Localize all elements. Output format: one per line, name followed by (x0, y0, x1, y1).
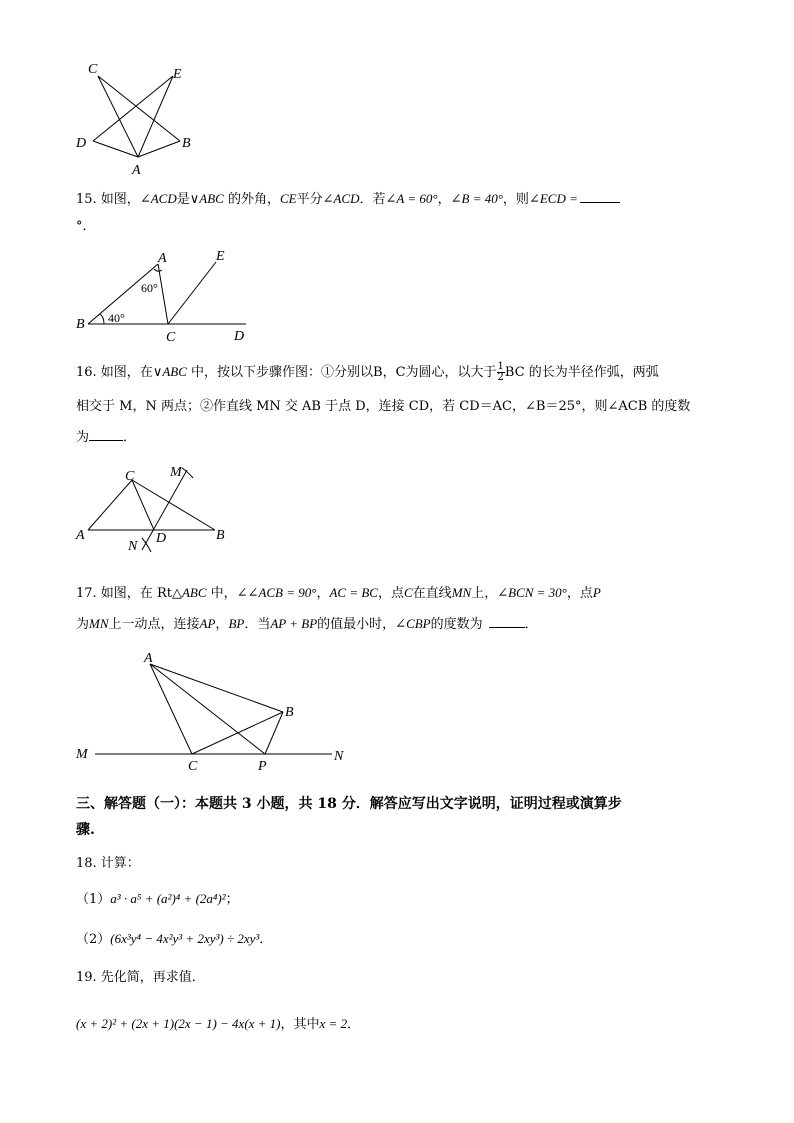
q15-math: ∠B = 40° (450, 191, 503, 206)
q17-math: ∠CBP (395, 616, 431, 631)
figure-q15 (70, 242, 260, 344)
section-heading-line1: 三、解答题（一）：本题共 3 小题，共 18 分．解答应写出文字说明，证明过程或演算步 (76, 796, 622, 812)
q19-text: ． (347, 1017, 361, 1032)
q15-text: 15. 如图， (76, 192, 140, 207)
q17-math: BP (228, 616, 245, 631)
q17-math: ABC (181, 585, 207, 600)
q17-text: 的值最小时， (317, 617, 396, 632)
q17-text: 上， (471, 586, 498, 601)
label-c: C (88, 62, 98, 77)
q18-part2-end: ． (259, 932, 273, 947)
q16-text: ． (123, 430, 137, 445)
q19-math: x = 2 (319, 1016, 348, 1031)
q18-part1-label: （1） (76, 892, 111, 907)
question-16-line2 (76, 398, 690, 416)
question-15-line1 (76, 190, 620, 209)
figure-q14 (70, 58, 200, 178)
figure-q16 (70, 458, 240, 556)
question-16-line1 (76, 362, 659, 383)
q17-text: ， (316, 586, 330, 601)
question-18-part1 (76, 890, 239, 909)
q16-math: ∨ABC (152, 364, 187, 379)
question-17-line2 (76, 615, 538, 634)
q16-text: 16. 如图，在 (76, 365, 153, 380)
label-d: D (156, 531, 167, 546)
label-c: C (166, 330, 176, 344)
question-19-title (76, 969, 205, 987)
answer-blank (89, 428, 123, 441)
angle-a-label: 60° (141, 281, 158, 295)
question-16-line3 (76, 428, 136, 447)
q17-math: C (404, 585, 413, 600)
q17-text: ， (215, 617, 229, 632)
section-heading (76, 795, 622, 813)
q15-text: 平分 (296, 192, 323, 207)
label-b: B (285, 705, 294, 720)
q15-math: ∠ACD (139, 191, 177, 206)
fraction-half (497, 362, 505, 383)
label-d: D (234, 329, 245, 344)
label-a: A (158, 251, 167, 266)
q17-text: ． (524, 617, 538, 632)
label-a: A (144, 651, 153, 666)
q15-math: ∠A = 60° (385, 191, 438, 206)
q16-text: 中，按以下步骤作图：①分别以B，C为圆心，以大于 (186, 365, 497, 380)
q18-title: 18. 计算： (76, 856, 140, 871)
question-18-part2 (76, 930, 272, 949)
label-c: C (188, 759, 198, 774)
q15-text: 的外角， (223, 192, 280, 207)
q15-text: ， (437, 192, 451, 207)
question-17-line1 (76, 584, 601, 603)
label-b: B (76, 317, 85, 332)
section-heading-line2: 骤. (76, 822, 95, 838)
q17-text: 17. 如图，在 Rt△ (76, 586, 182, 601)
q17-math: ∠BCN = 30° (497, 585, 567, 600)
label-e: E (173, 67, 182, 82)
q16-text: BC 的长为半径作弧，两弧 (504, 365, 659, 380)
label-b: B (216, 528, 225, 543)
fraction-numerator: 1 (497, 361, 504, 372)
q15-math: ∨ABC (189, 191, 224, 206)
fraction-denominator: 2 (497, 372, 504, 383)
label-m: M (170, 465, 182, 480)
q15-math: CE (279, 191, 297, 206)
label-a: A (132, 163, 141, 178)
q16-text: 相交于 M，N 两点；②作直线 MN 交 AB 于点 D，连接 CD，若 CD＝AC，∠B＝25°，则∠ACB 的度数 (76, 399, 691, 414)
label-b: B (182, 136, 191, 151)
q17-text: ，点 (566, 586, 593, 601)
q15-math: ∠ACD (322, 191, 360, 206)
q18-part1-end: ； (225, 892, 239, 907)
section-heading-cont (76, 821, 95, 839)
question-18-title (76, 855, 140, 873)
q15-math: ∠ECD = (528, 191, 578, 206)
q17-math: P (592, 585, 601, 600)
answer-blank (580, 190, 620, 203)
question-19-expression (76, 1015, 360, 1034)
q15-text: 是 (176, 192, 190, 207)
q18-part1-expression: a³ · a⁵ + (a²)⁴ + (2a⁴)² (110, 891, 226, 906)
q17-math: ∠∠ACB = 90° (236, 585, 317, 600)
label-e: E (216, 249, 225, 264)
label-n: N (334, 749, 344, 764)
q17-text: ．当 (244, 617, 271, 632)
label-d: D (76, 136, 87, 151)
q17-math: MN (89, 616, 109, 631)
q19-title: 19. 先化简，再求值． (76, 970, 205, 985)
question-15-line2 (76, 218, 96, 236)
q15-text: ．若 (359, 192, 386, 207)
label-c: C (125, 469, 135, 484)
q15-text: ，则 (502, 192, 529, 207)
q16-text: 为 (76, 430, 90, 445)
angle-b-label: 40° (108, 311, 125, 325)
label-p: P (258, 759, 267, 774)
label-a: A (76, 528, 85, 543)
q17-text: 中， (206, 586, 237, 601)
q17-math: AC = BC (329, 585, 378, 600)
q19-text: ，其中 (280, 1017, 320, 1032)
q17-math: AP + BP (270, 616, 318, 631)
answer-blank (489, 615, 525, 628)
q18-part2-label: （2） (76, 932, 111, 947)
q17-text: 为 (76, 617, 90, 632)
q17-text: ，点 (377, 586, 404, 601)
q17-text: 的度数为 (430, 617, 483, 632)
label-n: N (128, 539, 138, 554)
q18-part2-expression: (6x³y⁴ − 4x²y³ + 2xy³) ÷ 2xy³ (110, 931, 260, 946)
label-m: M (76, 747, 88, 762)
q17-math: MN (451, 585, 472, 600)
q15-text: °． (76, 219, 96, 234)
q17-text: 上一动点，连接 (108, 617, 200, 632)
q17-text: 在直线 (412, 586, 452, 601)
figure-q17 (70, 644, 360, 774)
q19-expression: (x + 2)² + (2x + 1)(2x − 1) − 4x(x + 1) (76, 1016, 281, 1031)
q17-math: AP (199, 616, 216, 631)
